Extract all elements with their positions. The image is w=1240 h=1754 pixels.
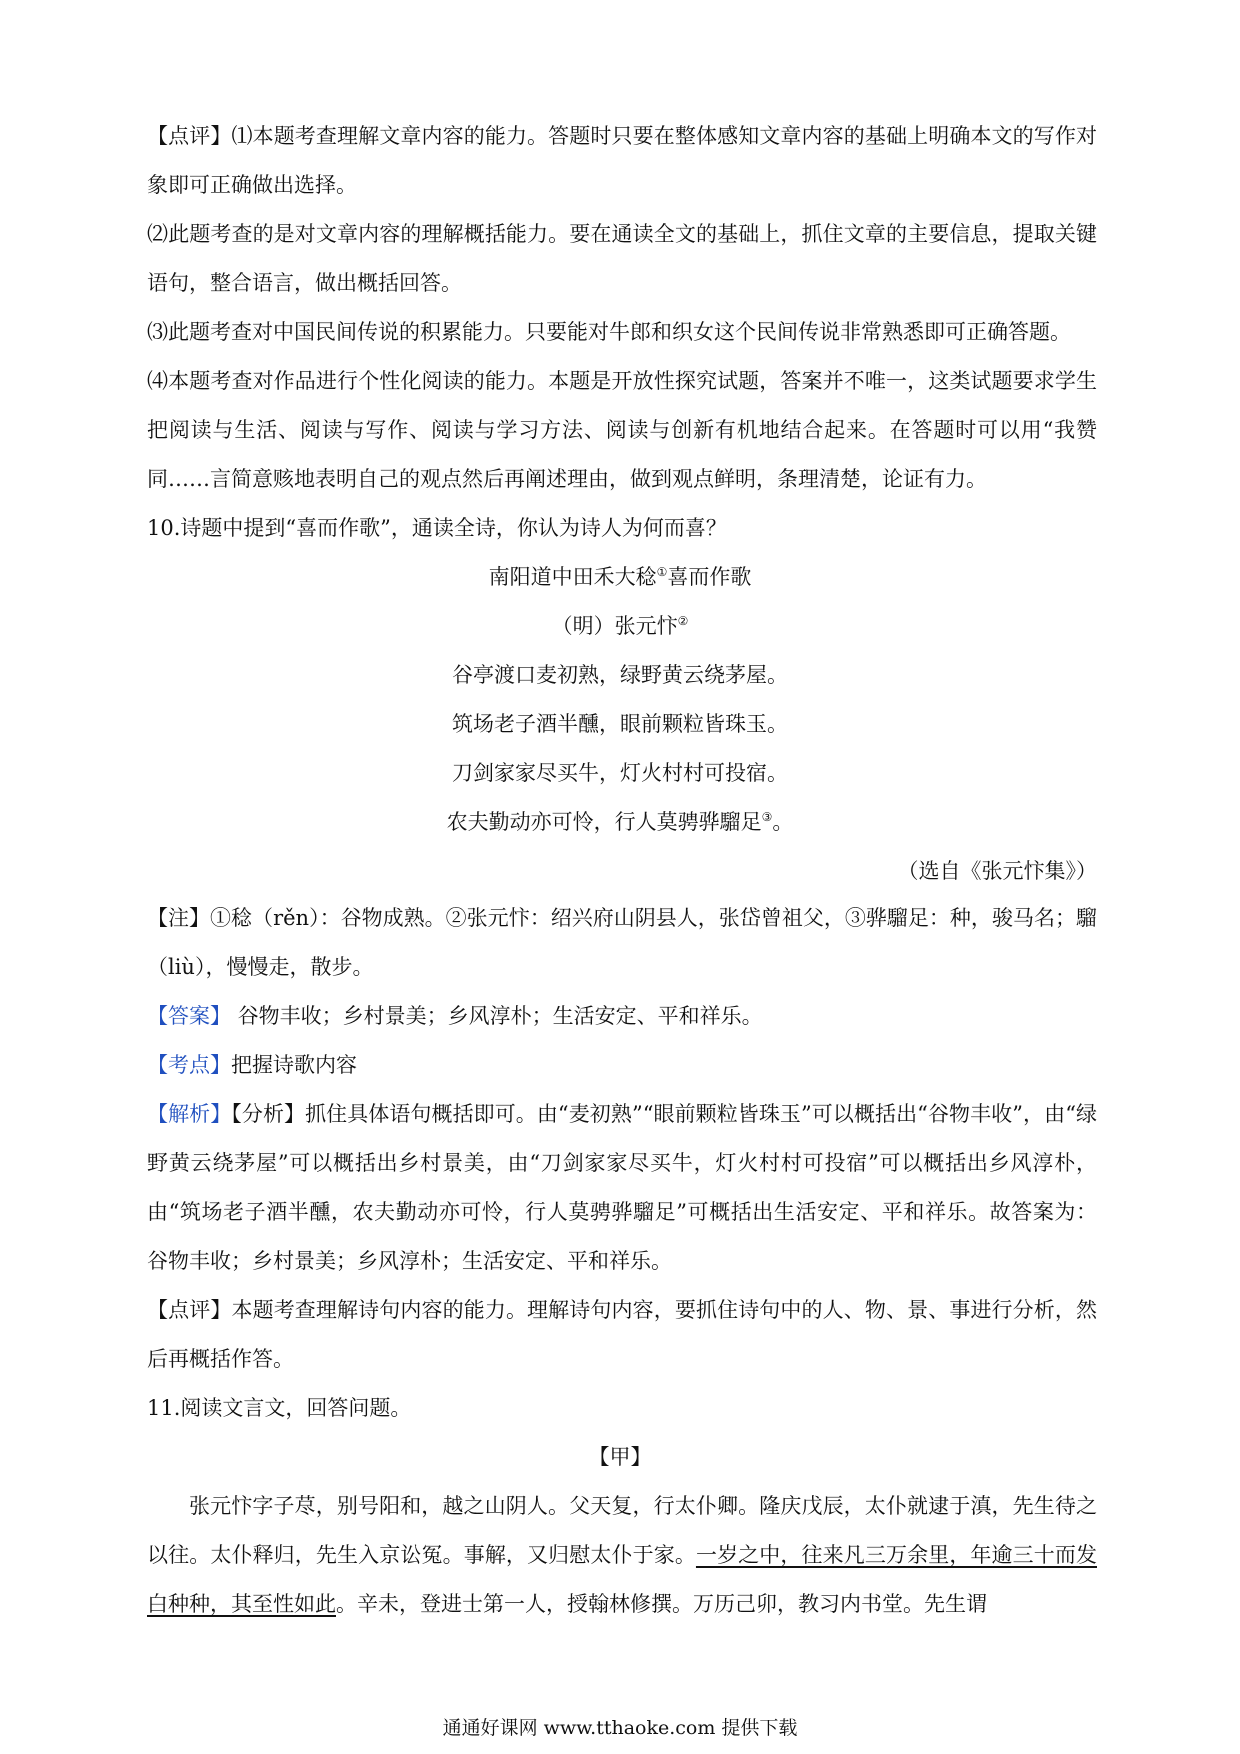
kaodian-text: 把握诗歌内容 bbox=[231, 1053, 357, 1077]
answer-paragraph bbox=[147, 992, 1097, 1041]
footnote-mark: ② bbox=[677, 614, 689, 628]
kaodian-paragraph bbox=[147, 1041, 1097, 1090]
kaodian-label: 【考点】 bbox=[147, 1053, 231, 1077]
comment-paragraph-2: ⑵此题考查的是对文章内容的理解概括能力。要在通读全文的基础上，抓住文章的主要信息，提取关键语句，整合语言，做出概括回答。 bbox=[147, 222, 1097, 295]
underlined-sentence: 一岁之中，往来凡三万余里，年逾三十而发白种种，其至性如此 bbox=[147, 1543, 1097, 1616]
poem-line-3: 刀剑家家尽买牛，灯火村村可投宿。 bbox=[452, 761, 788, 785]
question-10: 10.诗题中提到“喜而作歌”，通读全诗，你认为诗人为何而喜？ bbox=[147, 516, 727, 540]
comment-label: 【点评】 bbox=[147, 124, 232, 148]
analysis-paragraph bbox=[147, 1090, 1097, 1286]
comment-paragraph-5 bbox=[147, 1286, 1097, 1384]
poem-source: （选自《张元忭集》） bbox=[897, 859, 1097, 883]
footnote-mark: ① bbox=[656, 565, 668, 579]
question-11: 11.阅读文言文，回答问题。 bbox=[147, 1396, 412, 1420]
section-heading-jia: 【甲】 bbox=[588, 1445, 652, 1469]
poem-note: 【注】①稔（rěn）：谷物成熟。②张元忭：绍兴府山阴县人，张岱曾祖父，③骅騮足：种，骏马名；騮（liù），慢慢走，散步。 bbox=[147, 906, 1097, 979]
analysis-label: 【解析】 bbox=[147, 1102, 232, 1126]
page-footer: 通通好课网 www.tthaoke.com 提供下载 bbox=[442, 1717, 798, 1739]
answer-text: 谷物丰收；乡村景美；乡风淳朴；生活安定、平和祥乐。 bbox=[231, 1004, 763, 1028]
comment-text: 本题考查理解诗句内容的能力。理解诗句内容，要抓住诗句中的人、物、景、事进行分析，然后再概括作答。 bbox=[147, 1298, 1098, 1371]
footnote-mark: ③ bbox=[761, 810, 773, 824]
poem-line-4: 农夫勤动亦可怜，行人莫骋骅騮足③。 bbox=[446, 810, 794, 834]
comment-paragraph-4: ⑷本题考查对作品进行个性化阅读的能力。本题是开放性探究试题，答案并不唯一，这类试题要求学生把阅读与生活、阅读与写作、阅读与学习方法、阅读与创新有机地结合起来。在答题时可以用“我赞同……言简意赅地表明自己的观点然后再阐述理由，做到观点鲜明，条理清楚，论证有力。 bbox=[147, 369, 1097, 491]
classical-text: 张元忭字子荩，别号阳和，越之山阴人。父天复，行太仆卿。隆庆戊辰，太仆就逮于滇，先生待之以往。太仆释归，先生入京讼冤。事解，又归慰太仆于家。一岁之中，往来凡三万余里，年逾三十而发白种种，其至性如此。辛未，登进士第一人，授翰林修撰。万历己卯，教习内书堂。先生谓 bbox=[147, 1494, 1097, 1616]
answer-label: 【答案】 bbox=[147, 1004, 231, 1028]
poem-line-1: 谷亭渡口麦初熟，绿野黄云绕茅屋。 bbox=[452, 663, 788, 687]
analysis-text: 【分析】抓住具体语句概括即可。由“麦初熟”“眼前颗粒皆珠玉”可以概括出“谷物丰收”，由“绿野黄云绕茅屋”可以概括出乡村景美，由“刀剑家家尽买牛，灯火村村可投宿”可以概括出乡风淳朴，由“筑场老子酒半醺，农夫勤动亦可怜，行人莫骋骅騮足”可概括出生活安定、平和祥乐。故答案为： 谷物丰收；乡村景美；乡风淳朴；生活安定、平和祥乐。 bbox=[147, 1102, 1098, 1273]
comment-text: ⑴本题考查理解文章内容的能力。答题时只要在整体感知文章内容的基础上明确本文的写作对象即可正确做出选择。 bbox=[147, 124, 1098, 197]
poem-line-2: 筑场老子酒半醺，眼前颗粒皆珠玉。 bbox=[452, 712, 788, 736]
comment-paragraph-1 bbox=[147, 112, 1097, 210]
comment-paragraph-3: ⑶此题考查对中国民间传说的积累能力。只要能对牛郎和织女这个民间传说非常熟悉即可正确答题。 bbox=[147, 320, 1071, 344]
comment-label: 【点评】 bbox=[147, 1298, 232, 1322]
poem-author: （明）张元忭② bbox=[551, 614, 689, 638]
poem-title: 南阳道中田禾大稔①喜而作歌 bbox=[488, 565, 752, 589]
